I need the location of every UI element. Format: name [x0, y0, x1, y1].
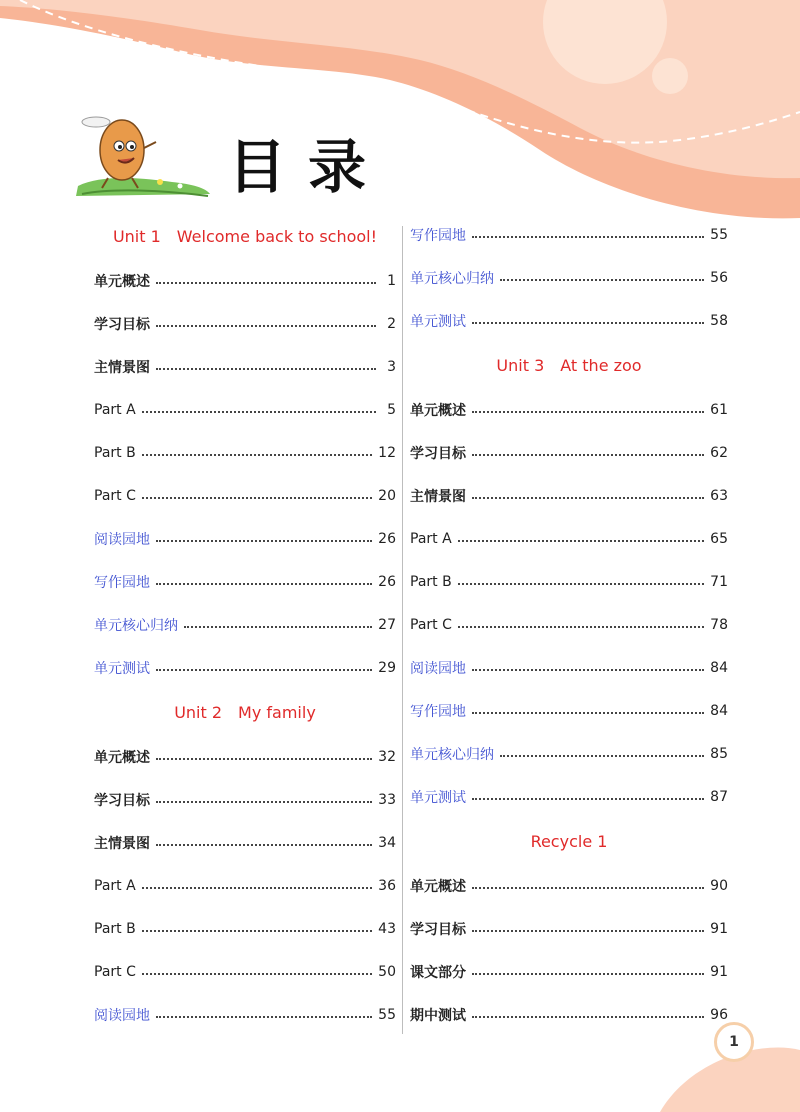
toc-entry-page: 63 — [710, 487, 728, 504]
toc-entry[interactable] — [94, 993, 396, 1036]
toc-entry-page: 84 — [710, 702, 728, 719]
toc-entry-label: 学习目标 — [94, 792, 150, 809]
toc-entry-page: 12 — [378, 444, 396, 461]
unit-heading — [94, 689, 396, 735]
toc-entry[interactable] — [94, 474, 396, 517]
toc-entry[interactable] — [94, 345, 396, 388]
dot-leader — [472, 669, 704, 671]
dot-leader — [142, 497, 372, 499]
toc-entry[interactable] — [410, 732, 728, 775]
unit-number: Unit 2 — [174, 702, 223, 722]
dot-leader — [156, 583, 372, 585]
toc-entry-page: 96 — [710, 1006, 728, 1023]
dot-leader — [472, 798, 704, 800]
toc-right-column — [410, 213, 728, 1036]
toc-entry-page: 2 — [387, 315, 396, 332]
toc-entry[interactable] — [94, 821, 396, 864]
toc-entry-page: 55 — [710, 226, 728, 243]
dot-leader — [472, 973, 704, 975]
dot-leader — [156, 540, 372, 542]
toc-entry-page: 29 — [378, 659, 396, 676]
toc-entry-label: 学习目标 — [94, 316, 150, 333]
toc-entry-label: Part B — [94, 920, 136, 937]
toc-entry-page: 1 — [387, 272, 396, 289]
dot-leader — [472, 887, 704, 889]
dot-leader — [142, 454, 372, 456]
toc-entry-page: 34 — [378, 834, 396, 851]
toc-entry[interactable] — [410, 213, 728, 256]
toc-entry-page: 85 — [710, 745, 728, 762]
dot-leader — [156, 325, 376, 327]
toc-entry-label: Part B — [410, 573, 452, 590]
toc-entry-label: 阅读园地 — [410, 660, 466, 677]
toc-entry-label: 单元概述 — [410, 878, 466, 895]
toc-entry[interactable] — [410, 907, 728, 950]
toc-entry-label: 单元概述 — [94, 273, 150, 290]
toc-entry-page: 26 — [378, 530, 396, 547]
toc-entry-page: 91 — [710, 920, 728, 937]
toc-entry-page: 5 — [387, 401, 396, 418]
toc-entry-label: 学习目标 — [410, 445, 466, 462]
toc-entry-page: 61 — [710, 401, 728, 418]
dot-leader — [472, 236, 704, 238]
dot-leader — [156, 669, 372, 671]
toc-entry[interactable] — [94, 517, 396, 560]
toc-entry-label: 单元测试 — [410, 789, 466, 806]
toc-entry[interactable] — [410, 517, 728, 560]
dot-leader — [156, 368, 376, 370]
egg-mascot-illustration — [72, 108, 212, 198]
toc-entry-label: Part A — [94, 877, 136, 894]
toc-entry[interactable] — [94, 864, 396, 907]
toc-entry-label: Part A — [410, 530, 452, 547]
toc-entry-page: 58 — [710, 312, 728, 329]
dot-leader — [142, 973, 372, 975]
toc-entry-label: 写作园地 — [410, 227, 466, 244]
toc-entry[interactable] — [94, 302, 396, 345]
dot-leader — [458, 540, 705, 542]
toc-entry-label: 单元概述 — [410, 402, 466, 419]
page-title: 目录 — [228, 133, 389, 201]
dot-leader — [156, 282, 376, 284]
dot-leader — [472, 322, 704, 324]
page-number-badge: 1 — [714, 1022, 754, 1062]
dot-leader — [184, 626, 372, 628]
toc-entry-page: 27 — [378, 616, 396, 633]
dot-leader — [142, 930, 372, 932]
toc-entry[interactable] — [94, 950, 396, 993]
toc-entry-page: 55 — [378, 1006, 396, 1023]
column-divider — [402, 226, 403, 1034]
unit-number: Unit 1 — [112, 226, 161, 246]
toc-entry-label: 写作园地 — [94, 574, 150, 591]
unit-number: Unit 3 — [496, 355, 545, 375]
unit-name: Recycle 1 — [530, 831, 608, 851]
dot-leader — [472, 712, 704, 714]
toc-entry[interactable] — [94, 431, 396, 474]
toc-entry[interactable] — [94, 907, 396, 950]
toc-entry[interactable] — [410, 256, 728, 299]
toc-entry-label: Part A — [94, 401, 136, 418]
dot-leader — [156, 844, 372, 846]
toc-entry[interactable] — [410, 474, 728, 517]
dot-leader — [142, 887, 373, 889]
toc-entry[interactable] — [410, 689, 728, 732]
toc-entry-label: 单元测试 — [94, 660, 150, 677]
unit-name: Welcome back to school! — [176, 226, 378, 246]
toc-entry[interactable] — [94, 603, 396, 646]
toc-entry-label: 主情景图 — [94, 835, 150, 852]
toc-entry[interactable] — [94, 735, 396, 778]
unit-heading — [410, 818, 728, 864]
toc-entry-page: 43 — [378, 920, 396, 937]
dot-leader — [142, 411, 376, 413]
toc-entry-page: 36 — [378, 877, 396, 894]
toc-entry-page: 65 — [710, 530, 728, 547]
dot-leader — [500, 755, 704, 757]
toc-entry[interactable] — [410, 431, 728, 474]
toc-entry[interactable] — [94, 778, 396, 821]
toc-entry-label: Part B — [94, 444, 136, 461]
toc-entry[interactable] — [94, 259, 396, 302]
toc-entry-label: 单元测试 — [410, 313, 466, 330]
unit-heading — [94, 213, 396, 259]
dot-leader — [458, 583, 704, 585]
toc-entry-label: Part C — [94, 487, 136, 504]
toc-entry-label: Part C — [410, 616, 452, 633]
toc-entry-page: 87 — [710, 788, 728, 805]
toc-entry[interactable] — [410, 560, 728, 603]
toc-entry-label: 主情景图 — [410, 488, 466, 505]
dot-leader — [472, 497, 704, 499]
toc-entry[interactable] — [410, 646, 728, 689]
dot-leader — [472, 930, 704, 932]
toc-entry-page: 91 — [710, 963, 728, 980]
toc-entry-page: 62 — [710, 444, 728, 461]
toc-entry-label: 单元核心归纳 — [94, 617, 178, 634]
toc-entry[interactable] — [410, 993, 728, 1036]
toc-entry-page: 3 — [387, 358, 396, 375]
toc-entry-label: 阅读园地 — [94, 531, 150, 548]
toc-entry-page: 50 — [378, 963, 396, 980]
toc-entry-page: 33 — [378, 791, 396, 808]
toc-entry[interactable] — [94, 388, 396, 431]
dot-leader — [472, 454, 704, 456]
toc-left-column — [94, 213, 396, 1036]
toc-entry-label: 单元概述 — [94, 749, 150, 766]
dot-leader — [500, 279, 704, 281]
toc-entry-label: 期中测试 — [410, 1007, 466, 1024]
dot-leader — [472, 411, 704, 413]
dot-leader — [156, 801, 372, 803]
toc-entry-page: 32 — [378, 748, 396, 765]
unit-heading — [410, 342, 728, 388]
toc-entry-label: 学习目标 — [410, 921, 466, 938]
toc-entry[interactable] — [94, 646, 396, 689]
toc-entry-label: 单元核心归纳 — [410, 746, 494, 763]
toc-entry[interactable] — [410, 775, 728, 818]
toc-entry[interactable] — [410, 864, 728, 907]
dot-leader — [156, 1016, 372, 1018]
unit-name: My family — [238, 702, 316, 722]
toc-entry-label: 写作园地 — [410, 703, 466, 720]
toc-entry-label: 单元核心归纳 — [410, 270, 494, 287]
toc-entry-page: 78 — [710, 616, 728, 633]
toc-entry[interactable] — [410, 603, 728, 646]
toc-entry-label: 主情景图 — [94, 359, 150, 376]
unit-name: At the zoo — [560, 355, 642, 375]
dot-leader — [472, 1016, 704, 1018]
toc-entry[interactable] — [410, 388, 728, 431]
toc-entry[interactable] — [410, 950, 728, 993]
dot-leader — [458, 626, 704, 628]
toc-entry-page: 56 — [710, 269, 728, 286]
toc-entry-page: 90 — [710, 877, 728, 894]
toc-entry-page: 20 — [378, 487, 396, 504]
toc-entry-label: 课文部分 — [410, 964, 466, 981]
toc-entry-page: 71 — [710, 573, 728, 590]
dot-leader — [156, 758, 372, 760]
toc-entry[interactable] — [94, 560, 396, 603]
toc-entry-label: Part C — [94, 963, 136, 980]
toc-entry-page: 84 — [710, 659, 728, 676]
toc-entry-label: 阅读园地 — [94, 1007, 150, 1024]
toc-entry-page: 26 — [378, 573, 396, 590]
toc-entry[interactable] — [410, 299, 728, 342]
